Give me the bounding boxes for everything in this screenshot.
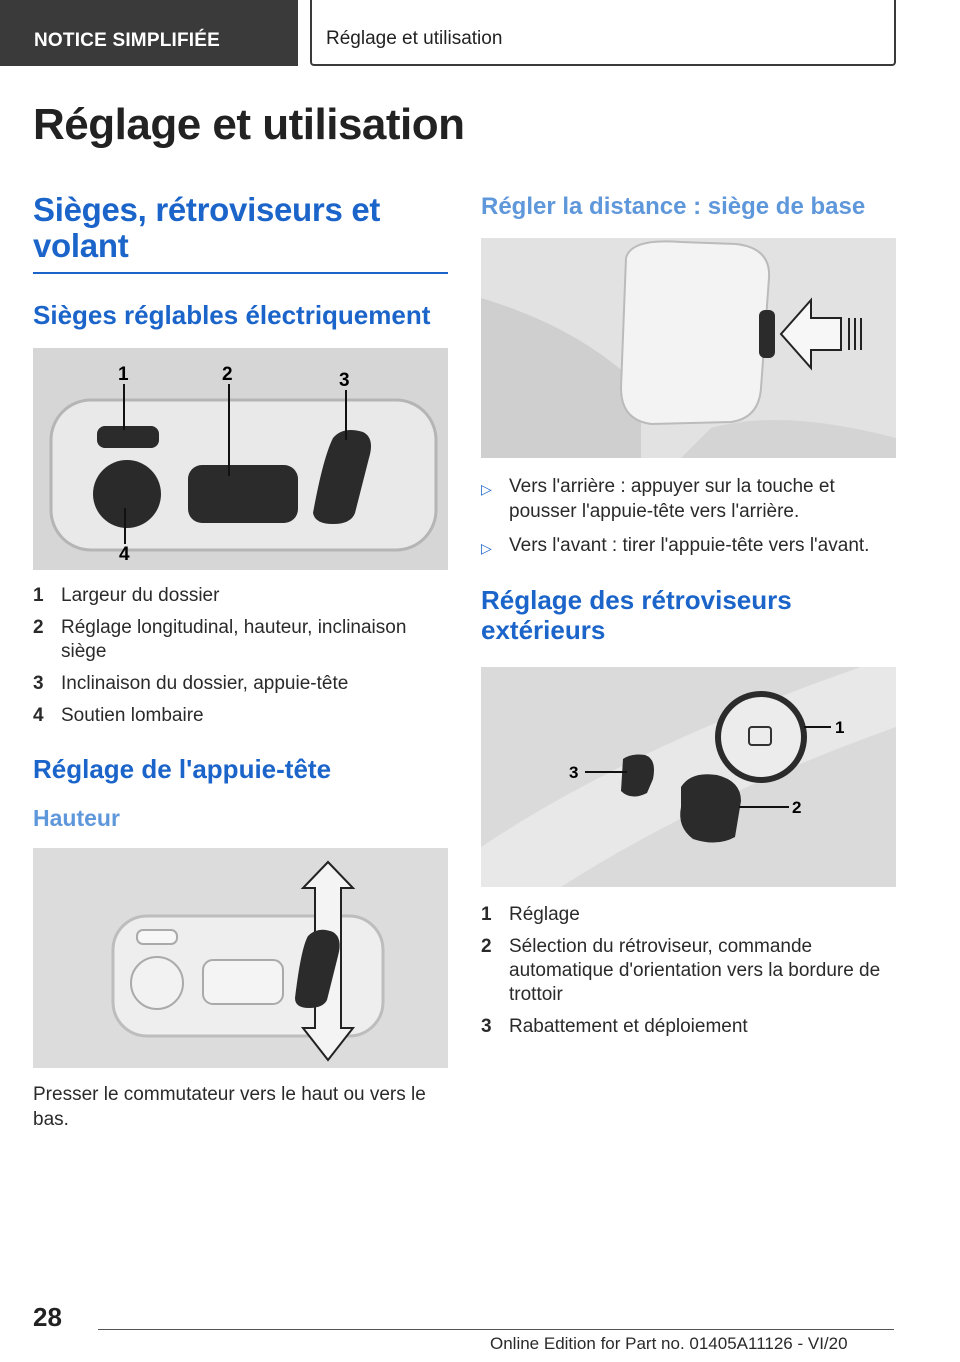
chapter-title: Réglage et utilisation bbox=[310, 0, 896, 66]
seat-controls-illustration bbox=[33, 348, 448, 570]
page-header bbox=[0, 0, 960, 66]
list-item: 3 Rabattement et déploiement bbox=[481, 1016, 748, 1037]
distance-list bbox=[481, 474, 896, 561]
list-item: 3 Inclinaison du dossier, appuie-tête bbox=[33, 673, 349, 694]
edition-note: Online Edition for Part no. 01405A11126 - VI/20 bbox=[490, 1334, 848, 1353]
callout-3: 3 bbox=[569, 763, 579, 782]
list-item: ▷ Vers l'avant : tirer l'appuie-tête vers l'avant. bbox=[481, 533, 896, 561]
distance-title: Régler la distance : siège de base bbox=[481, 193, 866, 220]
list-item: 4 Soutien lombaire bbox=[33, 705, 204, 726]
right-column bbox=[481, 192, 896, 1047]
mirror-items-list bbox=[481, 903, 896, 1039]
headrest-height-figure bbox=[33, 848, 448, 1068]
callout-2: 2 bbox=[222, 364, 233, 385]
mirror-controls-illustration bbox=[481, 667, 896, 887]
list-item: 1 Réglage bbox=[481, 904, 580, 925]
list-item: ▷ Vers l'arrière : appuyer sur la touche et pousser l'appuie-tête vers l'arrière. bbox=[481, 476, 835, 522]
list-item: 2 Sélection du rétroviseur, commande automatique d'orientation vers la bordure de trottoir bbox=[481, 936, 881, 1005]
left-column bbox=[33, 192, 448, 1132]
seat-items-list bbox=[33, 584, 448, 728]
page-number: 28 bbox=[33, 1302, 62, 1332]
height-title: Hauteur bbox=[33, 805, 120, 831]
callout-4: 4 bbox=[119, 544, 130, 565]
headrest-distance-illustration bbox=[481, 238, 896, 458]
callout-2: 2 bbox=[792, 798, 802, 817]
list-item: 2 Réglage longitudinal, hauteur, inclinaison siège bbox=[33, 617, 407, 662]
mirrors-title: Réglage des rétroviseurs extérieurs bbox=[481, 585, 792, 645]
seats-title: Sièges réglables électriquement bbox=[33, 300, 431, 330]
seat-controls-figure bbox=[33, 348, 448, 570]
callout-1: 1 bbox=[835, 718, 845, 737]
section-tab: NOTICE SIMPLIFIÉE bbox=[0, 0, 298, 66]
section-title: Sièges, rétroviseurs et volant bbox=[33, 192, 448, 274]
list-item: 1 Largeur du dossier bbox=[33, 585, 220, 606]
triangle-bullet-icon: ▷ bbox=[481, 540, 492, 556]
mirror-controls-figure bbox=[481, 667, 896, 887]
triangle-bullet-icon: ▷ bbox=[481, 481, 492, 497]
footer-divider bbox=[98, 1329, 894, 1330]
headrest-distance-figure bbox=[481, 238, 896, 458]
headrest-title: Réglage de l'appuie-tête bbox=[33, 754, 332, 784]
page-title: Réglage et utilisation bbox=[33, 100, 465, 149]
callout-3: 3 bbox=[339, 370, 350, 391]
headrest-height-illustration bbox=[33, 848, 448, 1068]
callout-1: 1 bbox=[118, 364, 129, 385]
height-instruction: Presser le commutateur vers le haut ou vers le bas. bbox=[33, 1084, 426, 1130]
